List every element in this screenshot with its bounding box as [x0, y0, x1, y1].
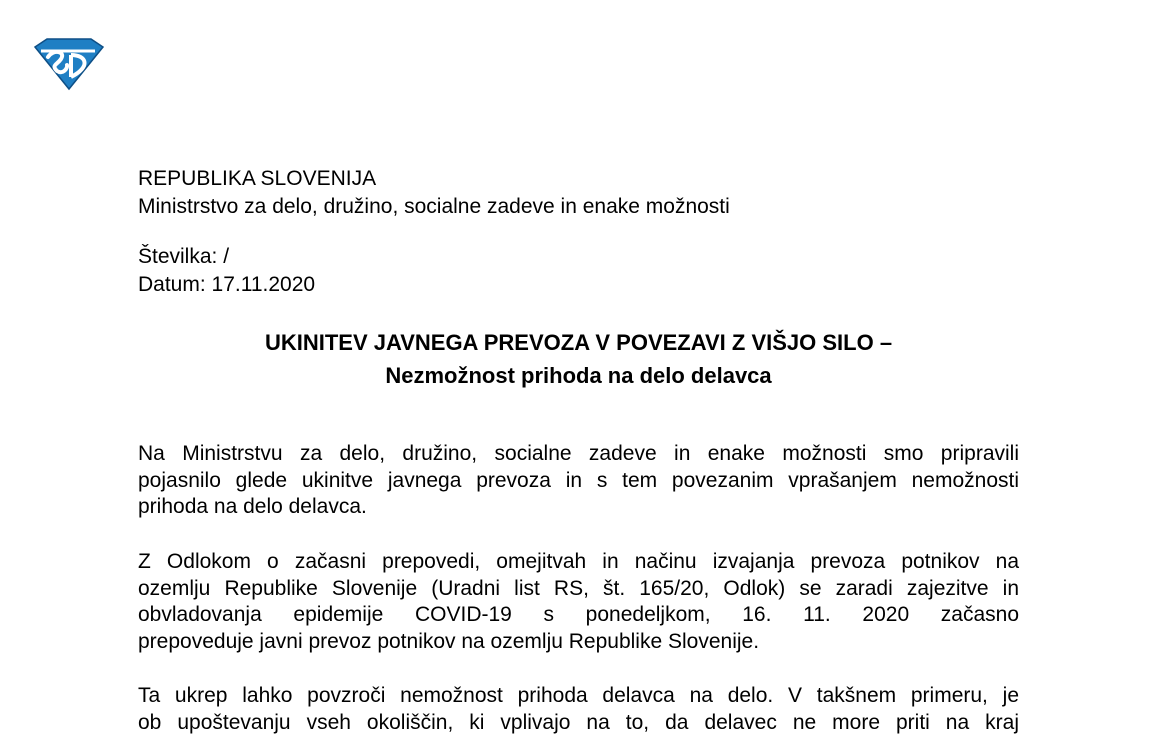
document-title [138, 326, 1019, 392]
document-date: Datum: 17.11.2020 [138, 273, 316, 296]
paragraph-line: prepoveduje javni prevoz potnikov na ozemlju Republike Slovenije. [138, 629, 760, 653]
paragraph-line: Ta ukrep lahko povzroči nemožnost prihoda delavca na delo. V takšnem primeru, je [138, 684, 1019, 707]
document-header [138, 165, 730, 221]
paragraph-line: pojasnilo glede ukinitve javnega prevoza in s tem povezanim vprašanjem nemožnosti [138, 468, 1019, 492]
paragraph-line: ozemlju Republike Slovenije (Uradni list RS, št. 165/20, Odlok) se zaradi zajezitve in [138, 576, 1019, 600]
paragraph-line: obvladovanja epidemije COVID-19 s ponedeljkom, 16. 11. 2020 začasno [138, 603, 1019, 626]
ministry-logo-icon [33, 37, 105, 91]
title-line-2: Nezmožnost prihoda na delo delavca [385, 363, 772, 388]
paragraph-2 [138, 549, 1019, 655]
paragraph-line: ob upoštevanju vseh okoliščin, ki vplivajo na to, da delavec ne more priti na kraj [138, 710, 1019, 734]
paragraph-line: Na Ministrstvu za delo, družino, socialne zadeve in enake možnosti smo pripravili [138, 442, 1019, 465]
paragraph-line: prihoda na delo delavca. [138, 495, 367, 518]
document-meta [138, 243, 315, 299]
paragraph-1 [138, 441, 1019, 521]
ministry-name: Ministrstvo za delo, družino, socialne zadeve in enake možnosti [138, 195, 730, 218]
document-number: Številka: / [138, 245, 230, 268]
paragraph-line: Z Odlokom o začasni prepovedi, omejitvah in načinu izvajanja prevoza potnikov na [138, 550, 1019, 573]
title-line-1: UKINITEV JAVNEGA PREVOZA V POVEZAVI Z VIŠJO SILO – [264, 330, 893, 355]
paragraph-3 [138, 683, 1019, 736]
country-name: REPUBLIKA SLOVENIJA [138, 167, 377, 190]
